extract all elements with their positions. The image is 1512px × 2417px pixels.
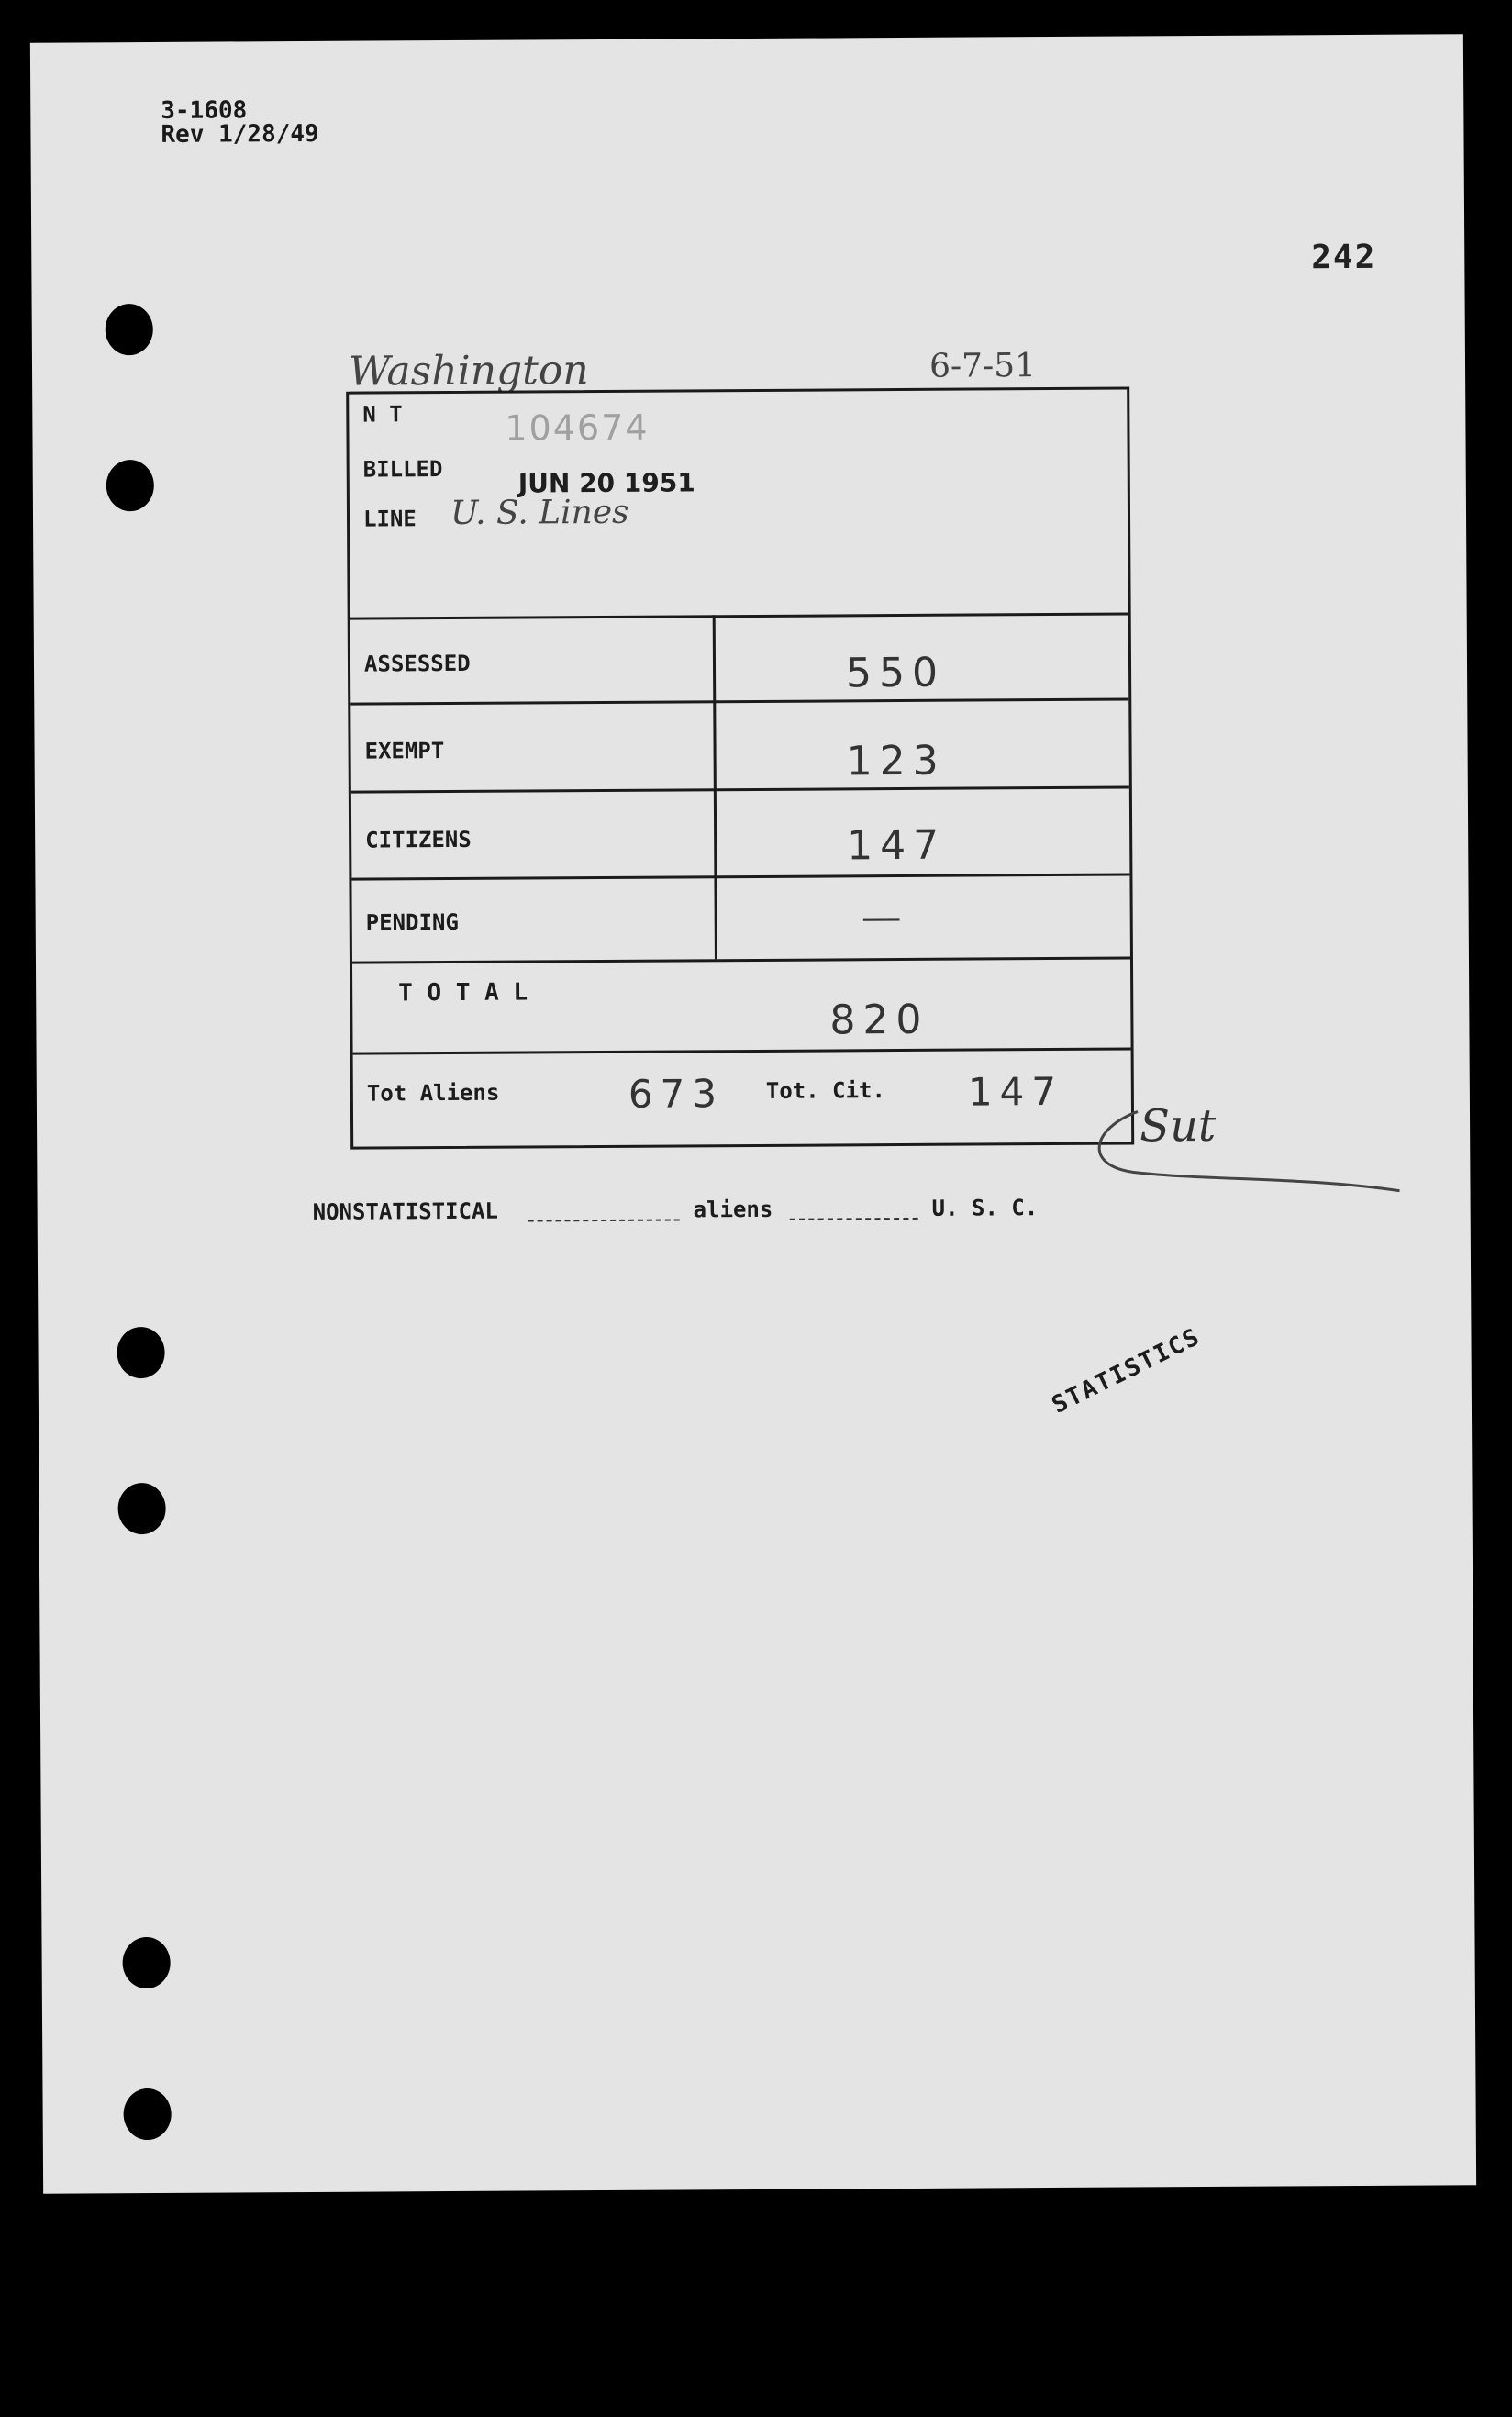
form-number: 3-1608 bbox=[161, 96, 248, 125]
aliens-blank bbox=[790, 1218, 918, 1220]
aliens-label: aliens bbox=[693, 1196, 773, 1223]
total-label: T O T A L bbox=[398, 978, 528, 1008]
column-divider bbox=[713, 615, 717, 959]
manifest-number-stamp: 104674 bbox=[505, 407, 650, 449]
row-divider bbox=[353, 1047, 1131, 1054]
row-divider bbox=[350, 612, 1128, 619]
signature: Sut bbox=[1139, 1099, 1217, 1153]
pending-value: — bbox=[861, 893, 909, 941]
form-revision: Rev 1/28/49 bbox=[161, 119, 319, 149]
handwritten-port: Washington bbox=[348, 347, 589, 395]
nonstatistical-label: NONSTATISTICAL bbox=[312, 1197, 499, 1225]
row-divider bbox=[351, 873, 1129, 880]
billed-date-stamp: JUN 20 1951 bbox=[517, 467, 695, 499]
assessed-value: 550 bbox=[845, 649, 946, 697]
row-divider bbox=[351, 785, 1129, 793]
signature-flourish bbox=[1083, 1099, 1423, 1202]
total-citizens-value: 147 bbox=[967, 1068, 1064, 1115]
manifest-form-box bbox=[346, 386, 1134, 1149]
form-number-block bbox=[161, 98, 319, 147]
total-aliens-value: 673 bbox=[628, 1071, 725, 1117]
page-number: 242 bbox=[1311, 238, 1377, 277]
total-citizens-label: Tot. Cit. bbox=[765, 1077, 885, 1104]
binder-hole bbox=[123, 2088, 171, 2140]
binder-hole bbox=[117, 1483, 165, 1534]
document-page bbox=[30, 34, 1476, 2193]
binder-hole bbox=[106, 304, 153, 355]
exempt-value: 123 bbox=[846, 737, 946, 785]
citizens-label: CITIZENS bbox=[365, 826, 472, 853]
line-label: LINE bbox=[362, 506, 417, 532]
total-value: 820 bbox=[829, 996, 929, 1044]
binder-hole bbox=[122, 1937, 170, 1988]
pending-label: PENDING bbox=[365, 908, 459, 936]
billed-label: BILLED bbox=[362, 456, 443, 483]
row-divider bbox=[350, 697, 1128, 705]
citizens-value: 147 bbox=[847, 821, 947, 870]
assessed-label: ASSESSED bbox=[363, 650, 471, 677]
nt-label: N T bbox=[362, 401, 403, 428]
exempt-label: EXEMPT bbox=[364, 738, 445, 764]
usc-label: U. S. C. bbox=[931, 1195, 1039, 1221]
nonstatistical-blank bbox=[528, 1219, 680, 1221]
binder-hole bbox=[106, 460, 154, 511]
total-aliens-label: Tot Aliens bbox=[366, 1079, 500, 1107]
row-divider bbox=[352, 956, 1130, 963]
binder-hole bbox=[117, 1327, 164, 1378]
statistics-stamp: STATISTICS bbox=[1047, 1322, 1206, 1420]
handwritten-date: 6-7-51 bbox=[928, 347, 1037, 385]
handwritten-line-name: U. S. Lines bbox=[450, 493, 629, 533]
